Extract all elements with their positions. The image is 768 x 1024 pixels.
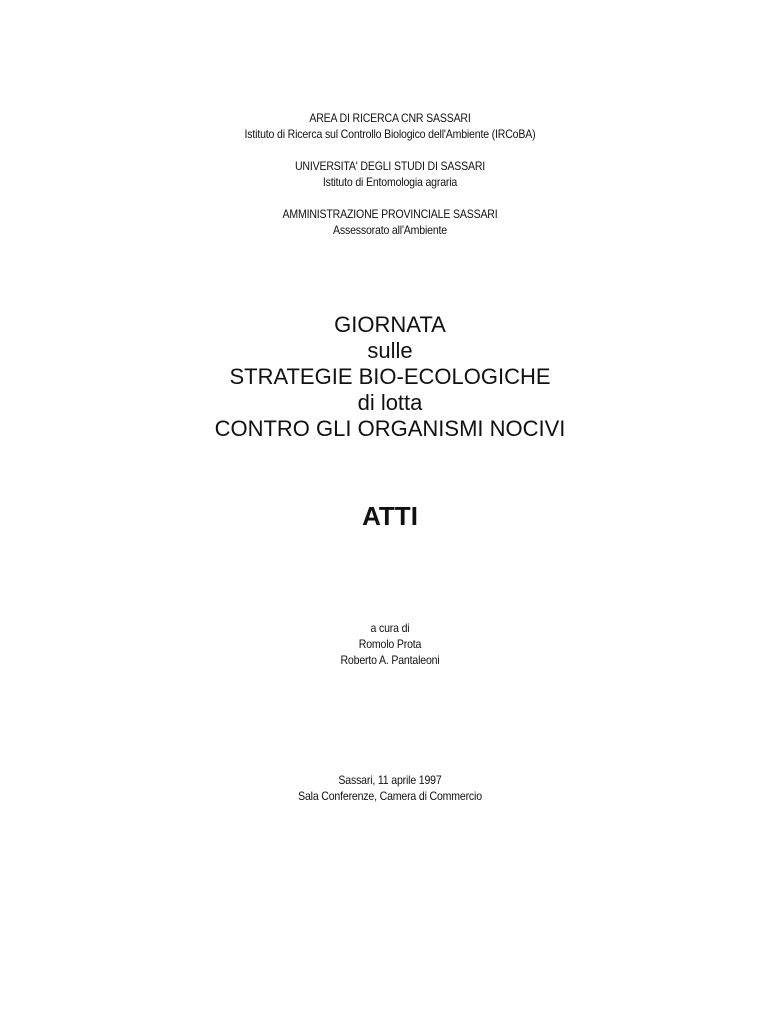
institution-name: UNIVERSITA' DEGLI STUDI DI SASSARI [294,159,486,173]
editors-block [47,620,733,668]
venue-date-place: Sassari, 11 aprile 1997 [338,773,442,787]
title-line: STRATEGIE BIO-ECOLOGICHE [229,364,551,389]
title-line: CONTRO GLI ORGANISMI NOCIVI [214,416,566,441]
document-title [0,312,768,442]
institution-department: Istituto di Entomologia agraria [322,175,458,189]
institution-department: Assessorato all'Ambiente [332,223,448,237]
institution-name: AREA DI RICERCA CNR SASSARI [309,111,471,125]
institutions-header [47,110,733,254]
title-line: GIORNATA [334,312,446,337]
title-line: sulle [367,338,413,363]
editors-intro: a cura di [370,621,410,635]
institution-province [47,206,733,238]
institution-university [47,158,733,190]
document-subtitle: ATTI [362,501,418,531]
editor-name: Romolo Prota [358,637,422,651]
editor-name: Roberto A. Pantaleoni [340,653,440,667]
venue-location: Sala Conferenze, Camera di Commercio [298,789,482,803]
institution-department: Istituto di Ricerca sul Controllo Biologico dell'Ambiente (IRCoBA) [244,127,536,141]
title-line: di lotta [357,390,423,415]
venue-block [47,772,733,804]
institution-cnr [47,110,733,142]
institution-name: AMMINISTRAZIONE PROVINCIALE SASSARI [282,207,498,221]
